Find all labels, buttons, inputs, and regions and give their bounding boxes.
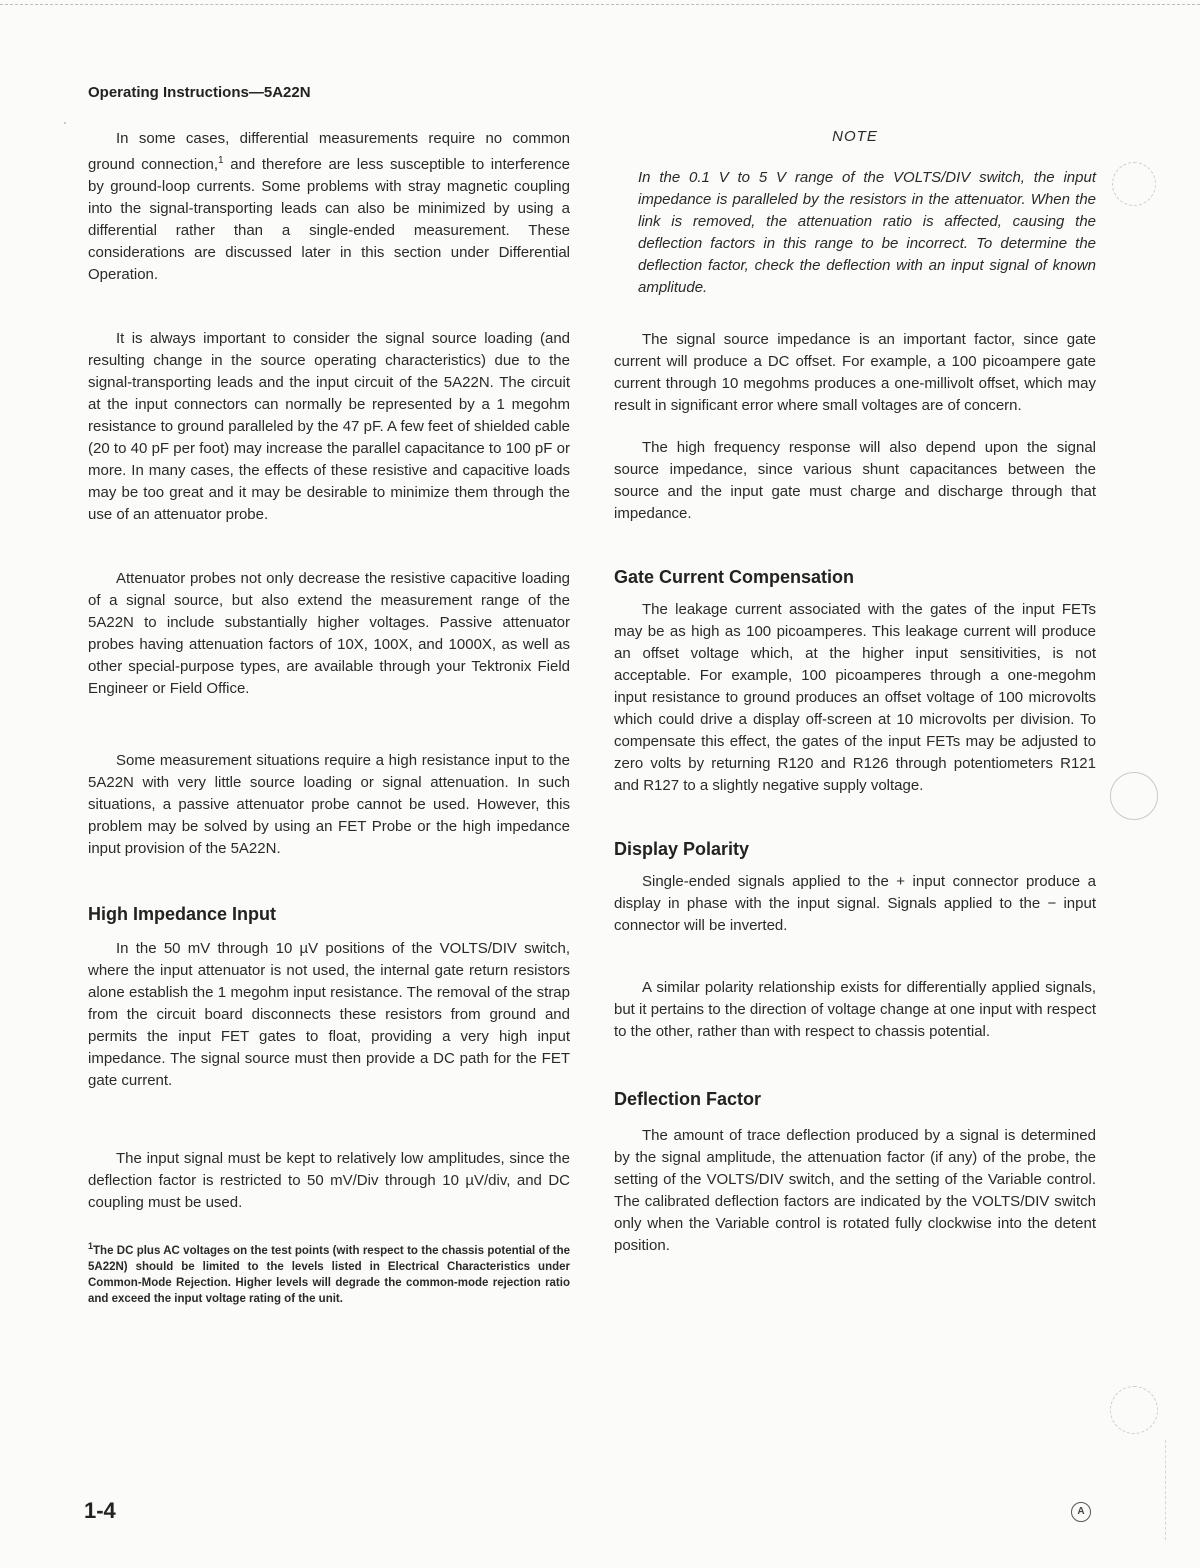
paragraph: Some measurement situations require a high resistance input to the 5A22N with very little source loading or signal attenuation. In such situations, a passive attenuator probe cannot be used. However, this problem may be solved by using an FET Probe or the high impedance input provision of the 5A22N.	[88, 752, 570, 857]
paragraph-text: and therefore are less susceptible to interference by ground-loop currents. Some problems with stray magnetic coupling into the signal-transporting leads can also be minimized by using a differential rather than a single-ended measurement. These considerations are discussed later in this section under Differential Operation.	[88, 156, 570, 283]
section-heading: Deflection Factor	[614, 1089, 762, 1109]
note-title: NOTE	[832, 128, 878, 145]
paragraph: Single-ended signals applied to the + input connector produce a display in phase with the input signal. Signals applied to the − input connector will be inverted.	[614, 873, 1096, 934]
binder-punch-hole	[1110, 772, 1158, 820]
right-column	[614, 128, 1096, 1257]
paragraph-text: In some cases, differential measurements require no common ground connection,	[88, 130, 570, 173]
registered-mark-icon: A	[1071, 1502, 1091, 1522]
paragraph: A similar polarity relationship exists for differentially applied signals, but it pertains to the direction of voltage change at one input with respect to the other, rather than with respect to chassis potential.	[614, 979, 1096, 1040]
paragraph: Attenuator probes not only decrease the resistive capacitive loading of a signal source, but also extend the measurement range of the 5A22N to include substantially higher voltages. Passive attenuator probes having attenuation factors of 10X, 100X, and 1000X, as well as other special-purpose types, are available through your Tektronix Field Engineer or Field Office.	[88, 570, 570, 697]
binder-punch-hole	[1112, 162, 1156, 206]
paragraph: It is always important to consider the signal source loading (and resulting change in the source operating characteristics) due to the signal-transporting leads and the input circuit of the 5A22N. The circuit at the input connectors can normally be represented by a 1 megohm resistance to ground paralleled by the 47 pF. A few feet of shielded cable (20 to 40 pF per foot) may increase the parallel capacitance to 100 pF or more. In many cases, the effects of these resistive and capacitive loads may be too great and it may be desirable to minimize them through the use of an attenuator probe.	[88, 330, 570, 523]
section-heading: Display Polarity	[614, 839, 750, 859]
margin-marks	[1165, 1440, 1166, 1540]
paragraph: The input signal must be kept to relatively low amplitudes, since the deflection factor is restricted to 50 mV/Div through 10 µV/div, and DC coupling must be used.	[88, 1150, 570, 1211]
paragraph: The leakage current associated with the gates of the input FETs may be as high as 100 picoamperes. This leakage current will produce an offset voltage which, at the higher input sensitivities, is not acceptable. For example, 100 picoamperes through a one-megohm input resistance to ground produces an offset voltage of 100 microvolts which could drive a display off-screen at 10 microvolts per division. To compensate this effect, the gates of the input FETs may be adjusted to zero volts by returning R120 and R126 through potentiometers R121 and R127 to a slightly negative supply voltage.	[614, 601, 1096, 794]
note-body: In the 0.1 V to 5 V range of the VOLTS/DIV switch, the input impedance is paralleled by the resistors in the attenuator. When the link is removed, the attenuation ratio is affected, causing the deflection factors in this range to be incorrect. To determine the deflection factor, check the deflection with an input signal of known amplitude.	[638, 169, 1096, 296]
paragraph	[88, 128, 570, 286]
binder-punch-hole	[1110, 1386, 1158, 1434]
paragraph: The high frequency response will also depend upon the signal source impedance, since various shunt capacitances between the source and the input gate must charge and discharge through that impedance.	[614, 439, 1096, 522]
paragraph: The amount of trace deflection produced by a signal is determined by the signal amplitude, the attenuation factor (if any) of the probe, the setting of the VOLTS/DIV switch, and the setting of the Variable control. The calibrated deflection factors are indicated by the VOLTS/DIV switch only when the Variable control is rotated fully clockwise into the detent position.	[614, 1127, 1096, 1254]
section-heading: Gate Current Compensation	[614, 567, 855, 587]
page-header: Operating Instructions—5A22N	[88, 84, 311, 101]
footnote	[88, 1238, 570, 1307]
top-edge-rule	[0, 4, 1200, 5]
paragraph: In the 50 mV through 10 µV positions of the VOLTS/DIV switch, where the input attenuator is not used, the internal gate return resistors alone establish the 1 megohm input resistance. The removal of the strap from the circuit board disconnects these resistors from ground and permits the input FET gates to float, providing a very high input impedance. The signal source must then provide a DC path for the FET gate current.	[88, 940, 570, 1089]
scan-speck	[64, 122, 66, 124]
page-number: 1-4	[84, 1498, 116, 1523]
footnote-marker: 1	[88, 1241, 94, 1251]
left-column	[88, 128, 570, 1307]
paragraph: The signal source impedance is an important factor, since gate current will produce a DC offset. For example, a 100 picoampere gate current through 10 megohms produces a one-millivolt offset, which may result in significant error where small voltages are of concern.	[614, 331, 1096, 414]
section-heading: High Impedance Input	[88, 904, 277, 924]
footnote-text: The DC plus AC voltages on the test points (with respect to the chassis potential of the 5A22N) should be limited to the levels listed in Electrical Characteristics under Common-Mode Rejection. Higher levels will degrade the common-mode rejection ratio and exceed the input voltage rating of the unit.	[88, 1244, 570, 1305]
footnote-reference: 1	[218, 155, 224, 166]
